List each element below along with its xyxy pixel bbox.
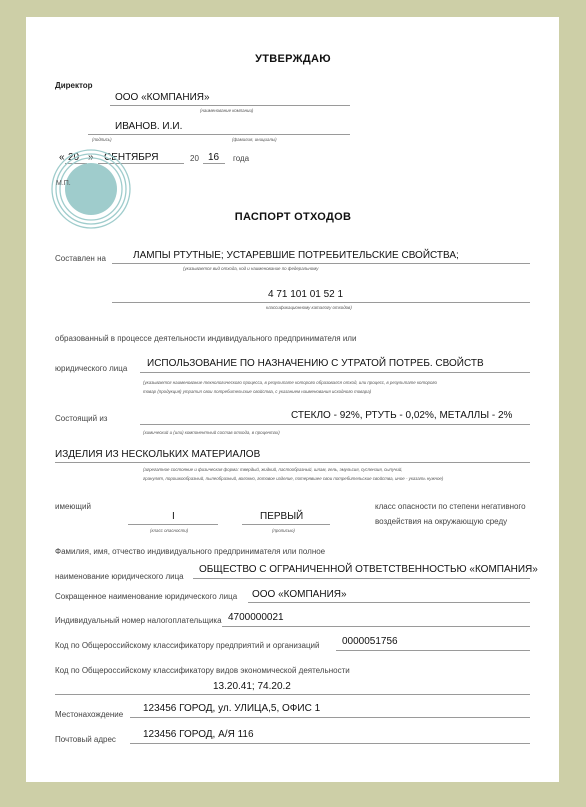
company-name: ООО «КОМПАНИЯ»	[115, 92, 210, 103]
code-line	[112, 302, 530, 303]
inn-value: 4700000021	[228, 612, 284, 623]
state-value: ИЗДЕЛИЯ ИЗ НЕСКОЛЬКИХ МАТЕРИАЛОВ	[55, 449, 261, 460]
date-quote-open: «	[59, 152, 65, 163]
fullname-text-2: наименование юридического лица	[55, 572, 184, 581]
mp-label: М.П.	[56, 180, 71, 187]
composition-value: СТЕКЛО - 92%, РТУТЬ - 0,02%, МЕТАЛЛЫ - 2%	[291, 410, 513, 421]
waste-type-value: ЛАМПЫ РТУТНЫЕ; УСТАРЕВШИЕ ПОТРЕБИТЕЛЬСКИЕ СВОЙСТВА;	[133, 250, 459, 261]
short-name-line	[248, 602, 530, 603]
code-caption: классификационному каталогу отходов)	[266, 305, 352, 310]
okpo-line	[336, 650, 530, 651]
process-value: ИСПОЛЬЗОВАНИЕ ПО НАЗНАЧЕНИЮ С УТРАТОЙ ПОТРЕБ. СВОЙСТВ	[147, 358, 484, 369]
okpo-value: 0000051756	[342, 636, 398, 647]
postal-line	[130, 743, 530, 744]
company-caption: (наименование компании)	[200, 108, 254, 113]
legal-entity-label: юридического лица	[55, 364, 128, 373]
short-name-label: Сокращенное наименование юридического лица	[55, 592, 238, 601]
hazard-desc-1: класс опасности по степени негативного	[375, 502, 526, 511]
date-day: 20	[68, 152, 80, 163]
waste-type-line	[112, 263, 530, 264]
inn-label: Индивидуальный номер налогоплательщика	[55, 616, 222, 625]
signature-caption: (подпись)	[92, 137, 112, 142]
year-prefix: 20	[190, 154, 199, 163]
state-caption-1: (агрегатное состояние и физическая форма: твердый, жидкий, пастообразный, шлам, гель, эмульсия, суспензия, сыпучий,	[143, 467, 403, 472]
date-month: СЕНТЯБРЯ	[104, 152, 159, 163]
having-label: имеющий	[55, 502, 91, 511]
hazard-class-caption: (класс опасности)	[150, 528, 189, 533]
process-line	[140, 372, 530, 373]
document-title: ПАСПОРТ ОТХОДОВ	[234, 211, 352, 223]
fio-caption: (фамилия, инициалы)	[232, 137, 277, 142]
fullname-value: ОБЩЕСТВО С ОГРАНИЧЕННОЙ ОТВЕТСТВЕННОСТЬЮ «КОМПАНИЯ»	[199, 564, 538, 575]
postal-value: 123456 ГОРОД, А/Я 116	[143, 729, 254, 740]
fkko-code: 4 71 101 01 52 1	[268, 289, 344, 300]
location-label: Местонахождение	[55, 710, 124, 719]
company-line	[110, 105, 350, 106]
fullname-line	[193, 578, 530, 579]
composition-line	[140, 424, 530, 425]
okpo-label: Код по Общероссийскому классификатору предприятий и организаций	[55, 641, 320, 650]
hazard-class-line	[128, 524, 218, 525]
director-name: ИВАНОВ. И.И.	[115, 121, 183, 132]
composition-label: Состоящий из	[55, 414, 108, 423]
year-word: года	[233, 154, 250, 163]
process-caption-2: товар (продукция) утратил свои потребительские свойства, с указанием наименования исходного товара)	[143, 389, 372, 394]
fullname-text-1: Фамилия, имя, отчество индивидуального предпринимателя или полное	[55, 547, 326, 556]
date-quote-close: »	[88, 152, 94, 163]
inn-line	[222, 626, 530, 627]
compiled-label: Составлен на	[55, 254, 106, 263]
hazard-class-value: I	[172, 511, 175, 522]
okved-line	[55, 694, 530, 695]
process-caption-1: (указывается наименование технологического процесса, в результате которого образовался отход, или процесс, в результате которого	[143, 380, 437, 385]
postal-label: Почтовый адрес	[55, 735, 116, 744]
formed-text: образованный в процессе деятельности индивидуального предпринимателя или	[55, 334, 357, 343]
approve-heading: УТВЕРЖДАЮ	[255, 53, 331, 65]
waste-type-caption: (указывается вид отхода, код и наименование по федеральному	[183, 266, 319, 271]
okved-label: Код по Общероссийскому классификатору видов экономической деятельности	[55, 666, 350, 675]
okved-value: 13.20.41; 74.20.2	[213, 681, 291, 692]
hazard-desc-2: воздействия на окружающую среду	[375, 517, 508, 526]
hazard-word-caption: (прописью)	[272, 528, 295, 533]
director-line	[88, 134, 350, 135]
hazard-word-line	[242, 524, 330, 525]
composition-caption: (химический и (или) компонентный состав отхода, в процентах)	[143, 430, 280, 435]
short-name-value: ООО «КОМПАНИЯ»	[252, 589, 347, 600]
location-line	[130, 717, 530, 718]
year-suffix: 16	[208, 152, 220, 163]
director-label: Директор	[55, 81, 93, 90]
state-caption-2: гранулят, порошкообразный, пылеобразный, волокно, готовое изделие, потерявшее свои потребительские свойства, иное - указать нужное)	[143, 476, 444, 481]
hazard-word-value: ПЕРВЫЙ	[260, 511, 304, 522]
location-value: 123456 ГОРОД, ул. УЛИЦА,5, ОФИС 1	[143, 703, 321, 714]
year-line	[203, 163, 225, 164]
state-line	[55, 462, 530, 463]
